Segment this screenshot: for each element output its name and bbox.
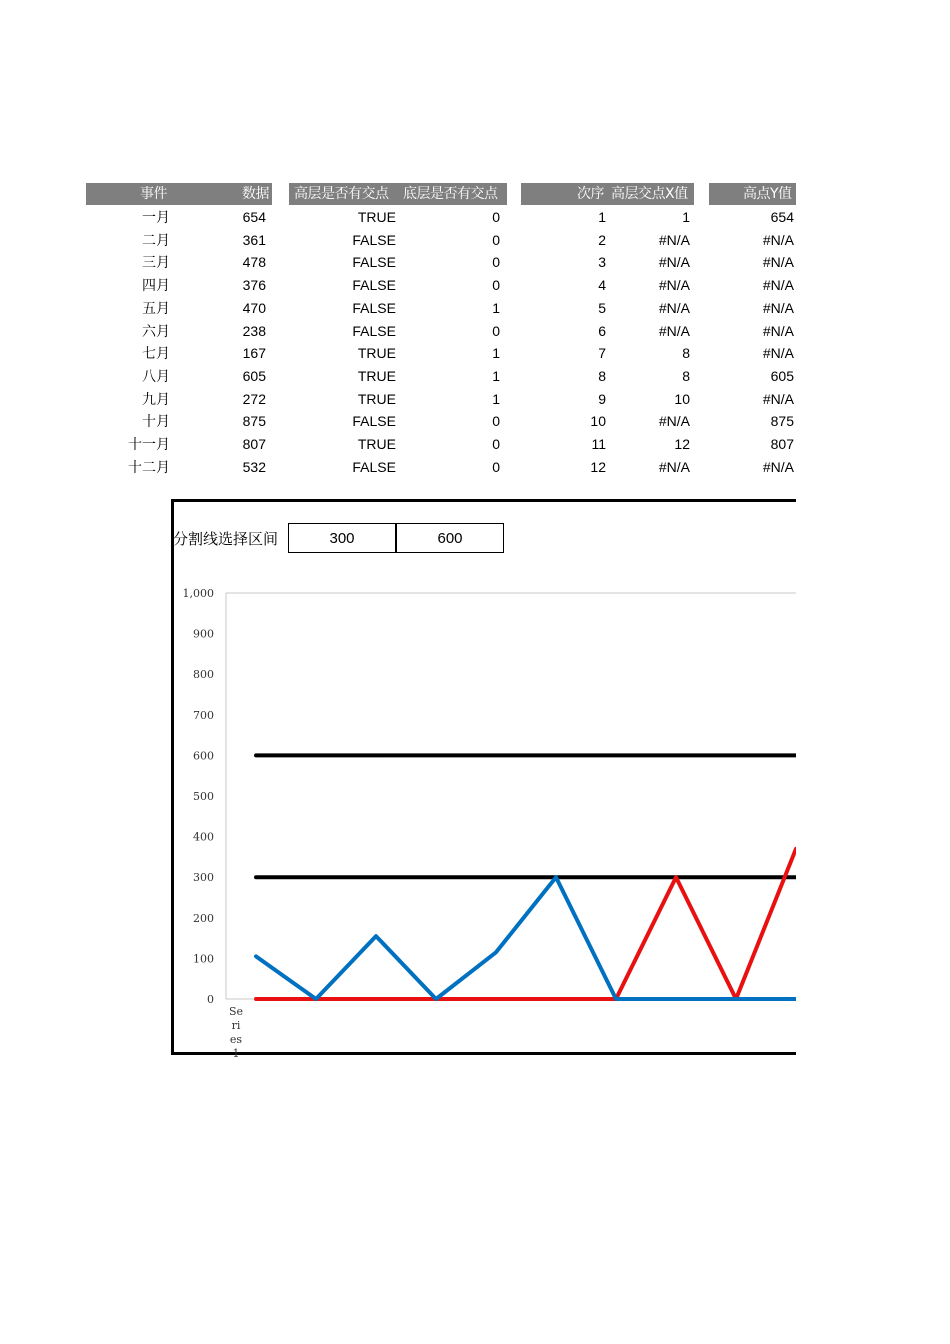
- cell-high-y[interactable]: #N/A: [762, 322, 794, 339]
- selector-label: 分割线选择区间: [173, 530, 279, 548]
- cell-data[interactable]: 167: [242, 345, 266, 362]
- cell-high-cross[interactable]: FALSE: [352, 458, 396, 475]
- cell-high-y[interactable]: #N/A: [762, 458, 794, 475]
- cell-high-cross[interactable]: TRUE: [357, 436, 396, 452]
- cell-low-cross[interactable]: 0: [492, 231, 500, 248]
- y-tick-label: 300: [193, 871, 214, 885]
- cell-data[interactable]: 605: [242, 367, 266, 384]
- cell-high-cross[interactable]: FALSE: [352, 254, 396, 271]
- selector-low-input[interactable]: 300: [288, 523, 396, 553]
- y-tick-label: 200: [193, 911, 214, 925]
- header-low-cross[interactable]: 底层是否有交点: [403, 186, 498, 202]
- cell-high-cross[interactable]: TRUE: [357, 209, 396, 225]
- cell-high-y[interactable]: 654: [770, 209, 794, 225]
- cell-high-cross[interactable]: FALSE: [352, 277, 396, 294]
- cell-event[interactable]: 十一月: [128, 436, 170, 452]
- y-tick-label: 600: [193, 749, 214, 763]
- cell-high-y[interactable]: 875: [770, 413, 794, 430]
- x-tick-label: Se: [228, 1005, 244, 1018]
- cell-event[interactable]: 九月: [142, 390, 170, 407]
- cell-order[interactable]: 6: [598, 322, 606, 339]
- cell-high-x[interactable]: #N/A: [658, 413, 690, 430]
- header-data[interactable]: 数据: [242, 186, 269, 202]
- cell-order[interactable]: 11: [591, 436, 606, 452]
- y-tick-label: 800: [193, 668, 214, 682]
- cell-high-x[interactable]: 1: [682, 209, 690, 225]
- y-tick-label: 0: [207, 993, 214, 1006]
- cell-low-cross[interactable]: 1: [492, 367, 500, 384]
- y-tick-label: 500: [193, 790, 214, 803]
- cell-high-y[interactable]: 605: [770, 367, 794, 384]
- header-high-cross[interactable]: 高层是否有交点: [294, 186, 389, 202]
- cell-low-cross[interactable]: 1: [492, 345, 500, 362]
- y-tick-label: 100: [193, 952, 214, 966]
- cell-high-x[interactable]: #N/A: [658, 322, 690, 339]
- cell-event[interactable]: 六月: [142, 322, 170, 339]
- cell-order[interactable]: 5: [598, 299, 606, 316]
- cell-event[interactable]: 十月: [142, 413, 170, 430]
- cell-high-x[interactable]: #N/A: [658, 458, 690, 475]
- cell-order[interactable]: 9: [598, 390, 606, 407]
- cell-data[interactable]: 654: [242, 209, 266, 225]
- cell-data[interactable]: 875: [242, 413, 266, 430]
- selector-high-input[interactable]: 600: [396, 523, 504, 553]
- cell-high-cross[interactable]: FALSE: [352, 322, 396, 339]
- cell-data[interactable]: 361: [242, 231, 266, 248]
- cell-low-cross[interactable]: 1: [492, 299, 500, 316]
- cell-event[interactable]: 一月: [142, 209, 170, 225]
- cell-high-y[interactable]: #N/A: [762, 345, 794, 362]
- cell-low-cross[interactable]: 1: [492, 390, 500, 407]
- cell-event[interactable]: 五月: [142, 299, 170, 316]
- cell-low-cross[interactable]: 0: [492, 413, 500, 430]
- header-high-x[interactable]: 高层交点X值: [611, 186, 688, 202]
- cell-high-y[interactable]: #N/A: [762, 299, 794, 316]
- cell-high-cross[interactable]: TRUE: [357, 367, 396, 384]
- cell-high-y[interactable]: #N/A: [762, 390, 794, 407]
- y-tick-label: 400: [193, 830, 214, 844]
- cell-data[interactable]: 272: [242, 390, 266, 407]
- y-tick-label: 1,000: [182, 587, 214, 600]
- cell-event[interactable]: 三月: [142, 254, 170, 271]
- cell-high-cross[interactable]: TRUE: [357, 390, 396, 407]
- cell-low-cross[interactable]: 0: [492, 209, 500, 225]
- cell-high-y[interactable]: #N/A: [762, 231, 794, 248]
- cell-low-cross[interactable]: 0: [492, 436, 500, 452]
- cell-high-cross[interactable]: FALSE: [352, 413, 396, 430]
- cell-high-x[interactable]: #N/A: [658, 254, 690, 271]
- cell-high-x[interactable]: #N/A: [658, 299, 690, 316]
- cell-event[interactable]: 二月: [142, 231, 170, 248]
- cell-high-y[interactable]: #N/A: [762, 254, 794, 271]
- cell-low-cross[interactable]: 0: [492, 322, 500, 339]
- x-tick-label: ri: [231, 1019, 241, 1032]
- cell-event[interactable]: 四月: [142, 277, 170, 294]
- cell-high-cross[interactable]: FALSE: [352, 231, 396, 248]
- header-order[interactable]: 次序: [577, 186, 604, 202]
- cell-data[interactable]: 807: [242, 436, 266, 452]
- cell-low-cross[interactable]: 0: [492, 277, 500, 294]
- x-tick-label: es: [229, 1033, 243, 1046]
- cell-low-cross[interactable]: 0: [492, 458, 500, 475]
- cell-high-x[interactable]: 8: [682, 367, 690, 384]
- cell-high-x[interactable]: #N/A: [658, 277, 690, 294]
- cell-data[interactable]: 470: [242, 299, 266, 316]
- cell-order[interactable]: 1: [598, 209, 606, 225]
- cell-event[interactable]: 十二月: [128, 458, 170, 475]
- cell-data[interactable]: 376: [242, 277, 266, 294]
- y-tick-label: 900: [193, 627, 214, 641]
- header-event[interactable]: 事件: [140, 186, 167, 202]
- cell-order[interactable]: 2: [598, 231, 606, 248]
- cell-high-y[interactable]: 807: [770, 436, 794, 452]
- header-high-y[interactable]: 高点Y值: [743, 186, 792, 202]
- cell-high-cross[interactable]: FALSE: [352, 299, 396, 316]
- cell-order[interactable]: 4: [598, 277, 606, 294]
- cell-order[interactable]: 3: [598, 254, 606, 271]
- cell-order[interactable]: 12: [590, 458, 606, 475]
- cell-low-cross[interactable]: 0: [492, 254, 500, 271]
- cell-high-y[interactable]: #N/A: [762, 277, 794, 294]
- cell-high-x[interactable]: 8: [682, 345, 690, 362]
- cell-high-x[interactable]: #N/A: [658, 231, 690, 248]
- cell-data[interactable]: 532: [242, 458, 266, 475]
- cell-order[interactable]: 7: [598, 345, 606, 362]
- cell-data[interactable]: 238: [242, 322, 266, 339]
- cell-high-cross[interactable]: TRUE: [357, 345, 396, 362]
- series-line-1: [256, 877, 796, 999]
- cell-data[interactable]: 478: [242, 254, 266, 271]
- cell-event[interactable]: 七月: [142, 345, 170, 362]
- y-tick-label: 700: [193, 708, 214, 722]
- cell-order[interactable]: 10: [590, 413, 606, 430]
- cell-order[interactable]: 8: [598, 367, 606, 384]
- cell-high-x[interactable]: 12: [674, 436, 690, 452]
- cell-high-x[interactable]: 10: [674, 390, 690, 407]
- x-tick-label: 1: [232, 1047, 240, 1060]
- cell-event[interactable]: 八月: [142, 367, 170, 384]
